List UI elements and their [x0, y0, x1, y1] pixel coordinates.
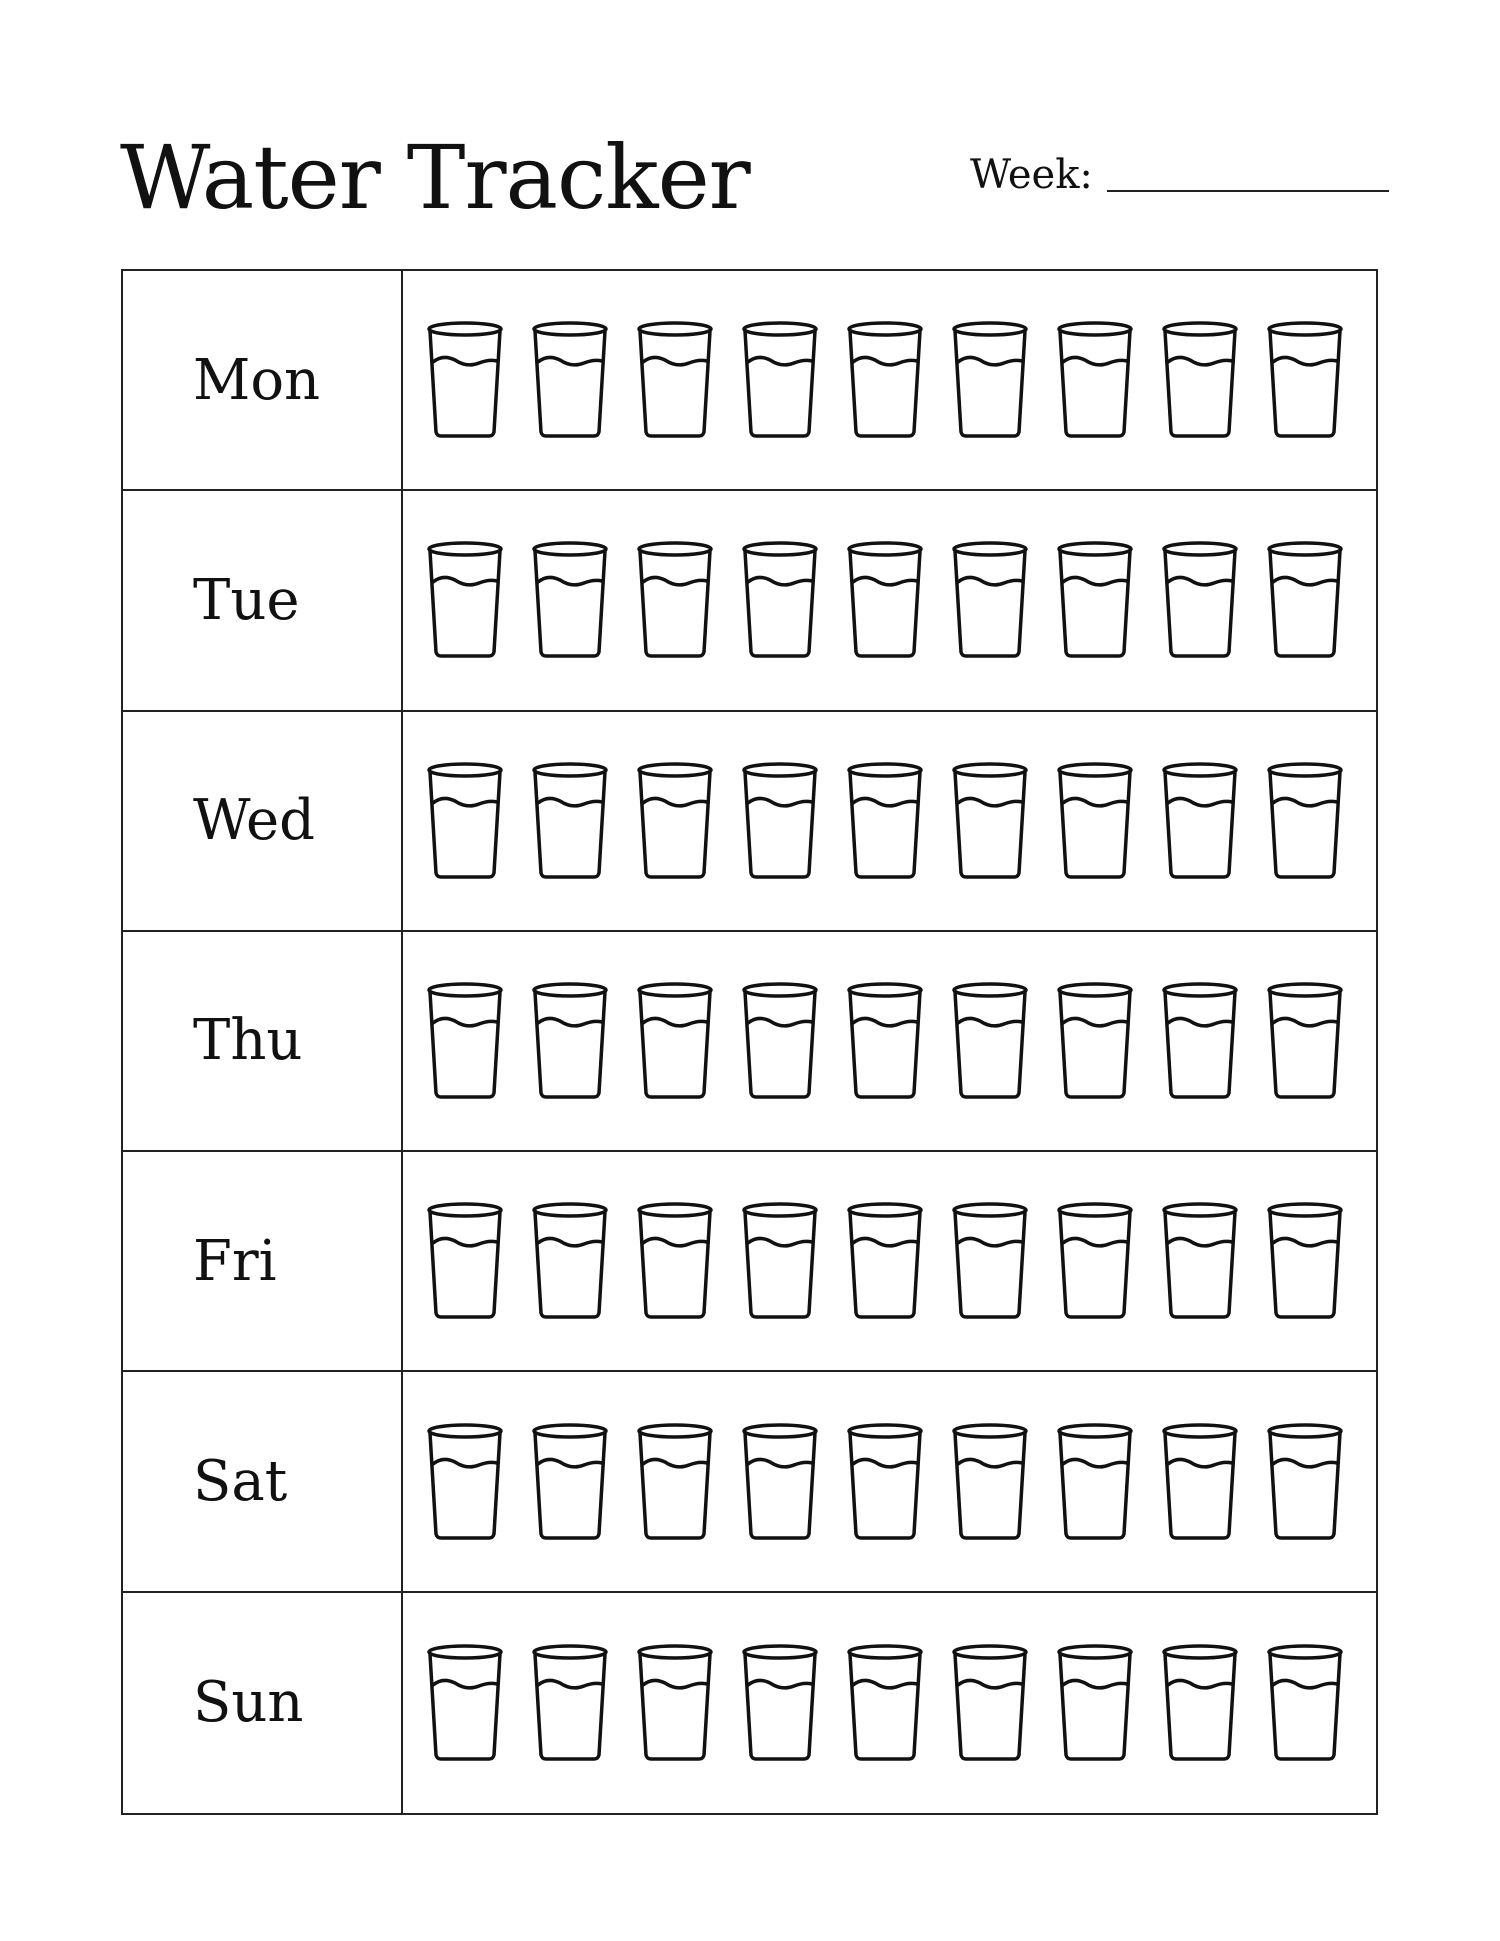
water-glass-icon[interactable]: [532, 540, 608, 660]
water-glass-icon[interactable]: [847, 540, 923, 660]
water-glass-icon[interactable]: [742, 320, 818, 440]
water-glass-icon[interactable]: [847, 981, 923, 1101]
water-glass-icon[interactable]: [742, 540, 818, 660]
day-label: Sun: [123, 1593, 403, 1813]
water-glass-icon[interactable]: [637, 981, 713, 1101]
water-glass-icon[interactable]: [847, 320, 923, 440]
water-glass-icon[interactable]: [1162, 540, 1238, 660]
water-glass-icon[interactable]: [742, 1422, 818, 1542]
glasses-cell: [403, 932, 1376, 1152]
water-glass-icon[interactable]: [532, 1422, 608, 1542]
water-glass-icon[interactable]: [1057, 981, 1133, 1101]
glasses-cell: [403, 491, 1376, 711]
water-glass-icon[interactable]: [427, 540, 503, 660]
water-glass-icon[interactable]: [952, 1422, 1028, 1542]
water-glass-icon[interactable]: [427, 761, 503, 881]
water-glass-icon[interactable]: [1057, 1643, 1133, 1763]
day-label: Tue: [123, 491, 403, 711]
week-field[interactable]: [970, 150, 1389, 200]
day-label: Sat: [123, 1372, 403, 1592]
water-glass-icon[interactable]: [1267, 320, 1343, 440]
water-glass-icon[interactable]: [1267, 540, 1343, 660]
water-glass-icon[interactable]: [1162, 1643, 1238, 1763]
water-glass-icon[interactable]: [1267, 1422, 1343, 1542]
water-glass-icon[interactable]: [1162, 981, 1238, 1101]
water-glass-icon[interactable]: [637, 761, 713, 881]
water-glass-icon[interactable]: [1162, 761, 1238, 881]
water-glass-icon[interactable]: [742, 761, 818, 881]
water-glass-icon[interactable]: [427, 1643, 503, 1763]
water-glass-icon[interactable]: [427, 1201, 503, 1321]
day-label: Fri: [123, 1152, 403, 1372]
water-glass-icon[interactable]: [1057, 1201, 1133, 1321]
water-glass-icon[interactable]: [637, 1643, 713, 1763]
water-glass-icon[interactable]: [952, 761, 1028, 881]
water-glass-icon[interactable]: [427, 1422, 503, 1542]
water-glass-icon[interactable]: [1267, 1643, 1343, 1763]
water-glass-icon[interactable]: [952, 540, 1028, 660]
water-glass-icon[interactable]: [952, 320, 1028, 440]
glasses-cell: [403, 1372, 1376, 1592]
water-glass-icon[interactable]: [1162, 320, 1238, 440]
day-label: Mon: [123, 271, 403, 491]
water-glass-icon[interactable]: [847, 761, 923, 881]
page-title: Water Tracker: [120, 126, 750, 229]
water-glass-icon[interactable]: [1162, 1201, 1238, 1321]
water-glass-icon[interactable]: [742, 1643, 818, 1763]
water-glass-icon[interactable]: [742, 1201, 818, 1321]
water-glass-icon[interactable]: [637, 1422, 713, 1542]
week-input-line[interactable]: [1107, 190, 1389, 192]
water-glass-icon[interactable]: [637, 320, 713, 440]
water-glass-icon[interactable]: [1267, 981, 1343, 1101]
water-glass-icon[interactable]: [952, 1643, 1028, 1763]
water-glass-icon[interactable]: [952, 1201, 1028, 1321]
water-glass-icon[interactable]: [1057, 761, 1133, 881]
water-glass-icon[interactable]: [1267, 1201, 1343, 1321]
water-glass-icon[interactable]: [952, 981, 1028, 1101]
water-glass-icon[interactable]: [532, 1643, 608, 1763]
glasses-cell: [403, 712, 1376, 932]
day-label: Thu: [123, 932, 403, 1152]
glasses-cell: [403, 271, 1376, 491]
water-glass-icon[interactable]: [847, 1643, 923, 1763]
water-glass-icon[interactable]: [532, 1201, 608, 1321]
week-label: Week:: [970, 152, 1093, 198]
water-glass-icon[interactable]: [1057, 540, 1133, 660]
water-glass-icon[interactable]: [532, 320, 608, 440]
water-glass-icon[interactable]: [742, 981, 818, 1101]
glasses-cell: [403, 1152, 1376, 1372]
day-label: Wed: [123, 712, 403, 932]
glasses-cell: [403, 1593, 1376, 1813]
water-glass-icon[interactable]: [1162, 1422, 1238, 1542]
water-glass-icon[interactable]: [847, 1422, 923, 1542]
water-glass-icon[interactable]: [532, 981, 608, 1101]
water-glass-icon[interactable]: [1057, 1422, 1133, 1542]
water-glass-icon[interactable]: [1267, 761, 1343, 881]
water-glass-icon[interactable]: [637, 540, 713, 660]
water-glass-icon[interactable]: [847, 1201, 923, 1321]
water-glass-icon[interactable]: [427, 320, 503, 440]
water-glass-icon[interactable]: [1057, 320, 1133, 440]
water-glass-icon[interactable]: [532, 761, 608, 881]
water-glass-icon[interactable]: [637, 1201, 713, 1321]
water-glass-icon[interactable]: [427, 981, 503, 1101]
water-tracker-table: [121, 269, 1378, 1815]
